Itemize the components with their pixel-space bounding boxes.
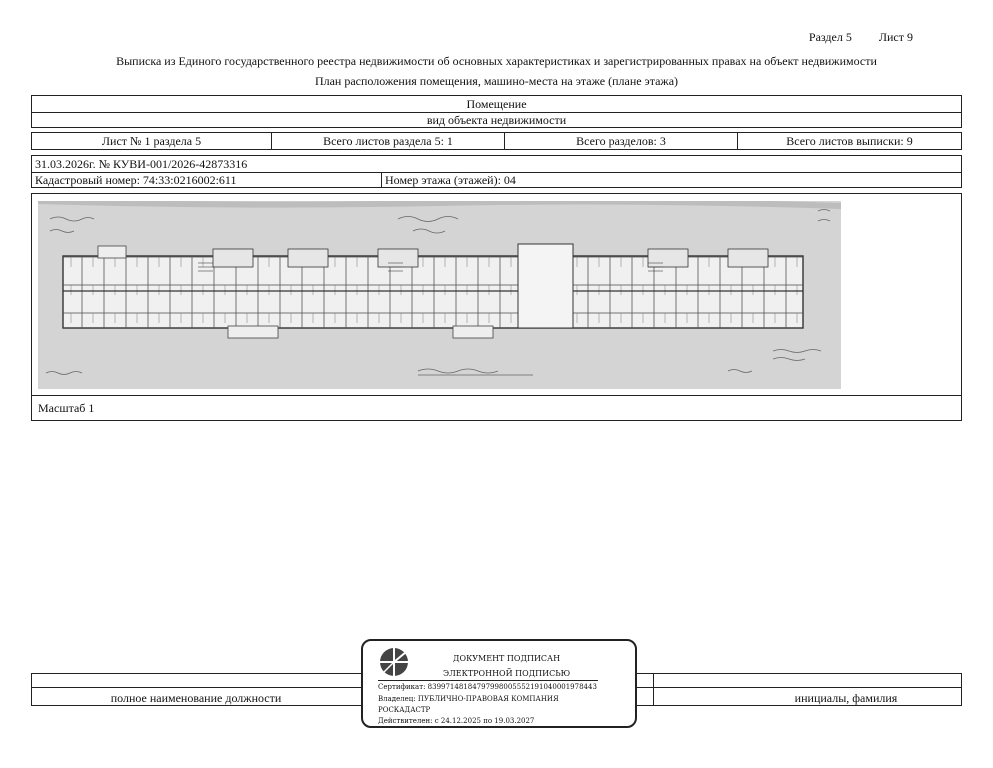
page-header-right — [785, 30, 913, 45]
object-type-box — [31, 95, 962, 128]
stamp-validity: Действителен: с 24.12.2025 по 19.03.2027 — [378, 717, 535, 725]
stamp-line1: ДОКУМЕНТ ПОДПИСАН — [453, 654, 561, 663]
stamp-line2: ЭЛЕКТРОННОЙ ПОДПИСЬЮ — [443, 669, 571, 678]
record-box — [31, 155, 962, 188]
stamp-certificate: Сертификат: 83997148184797998005552191040001978443 — [378, 683, 597, 691]
total-sheets-extract: Всего листов выписки: 9 — [786, 133, 913, 148]
total-sections: Всего разделов: 3 — [505, 133, 738, 149]
document-title: Выписка из Единого государственного реестра недвижимости об основных характеристиках и зарегистрированных правах на объект недвижимости — [116, 54, 877, 68]
date-and-number: 31.03.2026г. № КУВИ-001/2026-42873316 — [35, 156, 248, 171]
stamp-owner: Владелец: ПУБЛИЧНО-ПРАВОВАЯ КОМПАНИЯ — [378, 695, 559, 703]
stamp-owner2: РОСКАДАСТР — [378, 706, 431, 714]
e-signature-stamp — [361, 639, 637, 728]
floor-plan-image — [38, 201, 841, 389]
plan-scale: Масштаб 1 — [31, 395, 962, 421]
sheet-counts-row — [31, 132, 962, 150]
name-label: инициалы, фамилия — [794, 691, 898, 705]
cadastral-number: Кадастровый номер: 74:33:0216002:611 — [32, 173, 382, 188]
document-subtitle: План расположения помещения, машино-места на этаже (плане этажа) — [314, 74, 679, 88]
floor-number: Номер этажа (этажей): 04 — [385, 173, 516, 187]
total-sheets-section: Всего листов раздела 5: 1 — [272, 133, 505, 149]
sheet-number: Лист 9 — [878, 30, 913, 44]
roskadastr-logo-icon — [378, 646, 410, 678]
position-label: полное наименование должности — [110, 691, 282, 705]
section-number: Раздел 5 — [808, 30, 852, 44]
object-type: Помещение — [466, 96, 527, 111]
object-type-label: вид объекта недвижимости — [426, 113, 567, 127]
sheet-of-section: Лист № 1 раздела 5 — [32, 133, 272, 149]
floor-plan-frame — [31, 193, 962, 396]
